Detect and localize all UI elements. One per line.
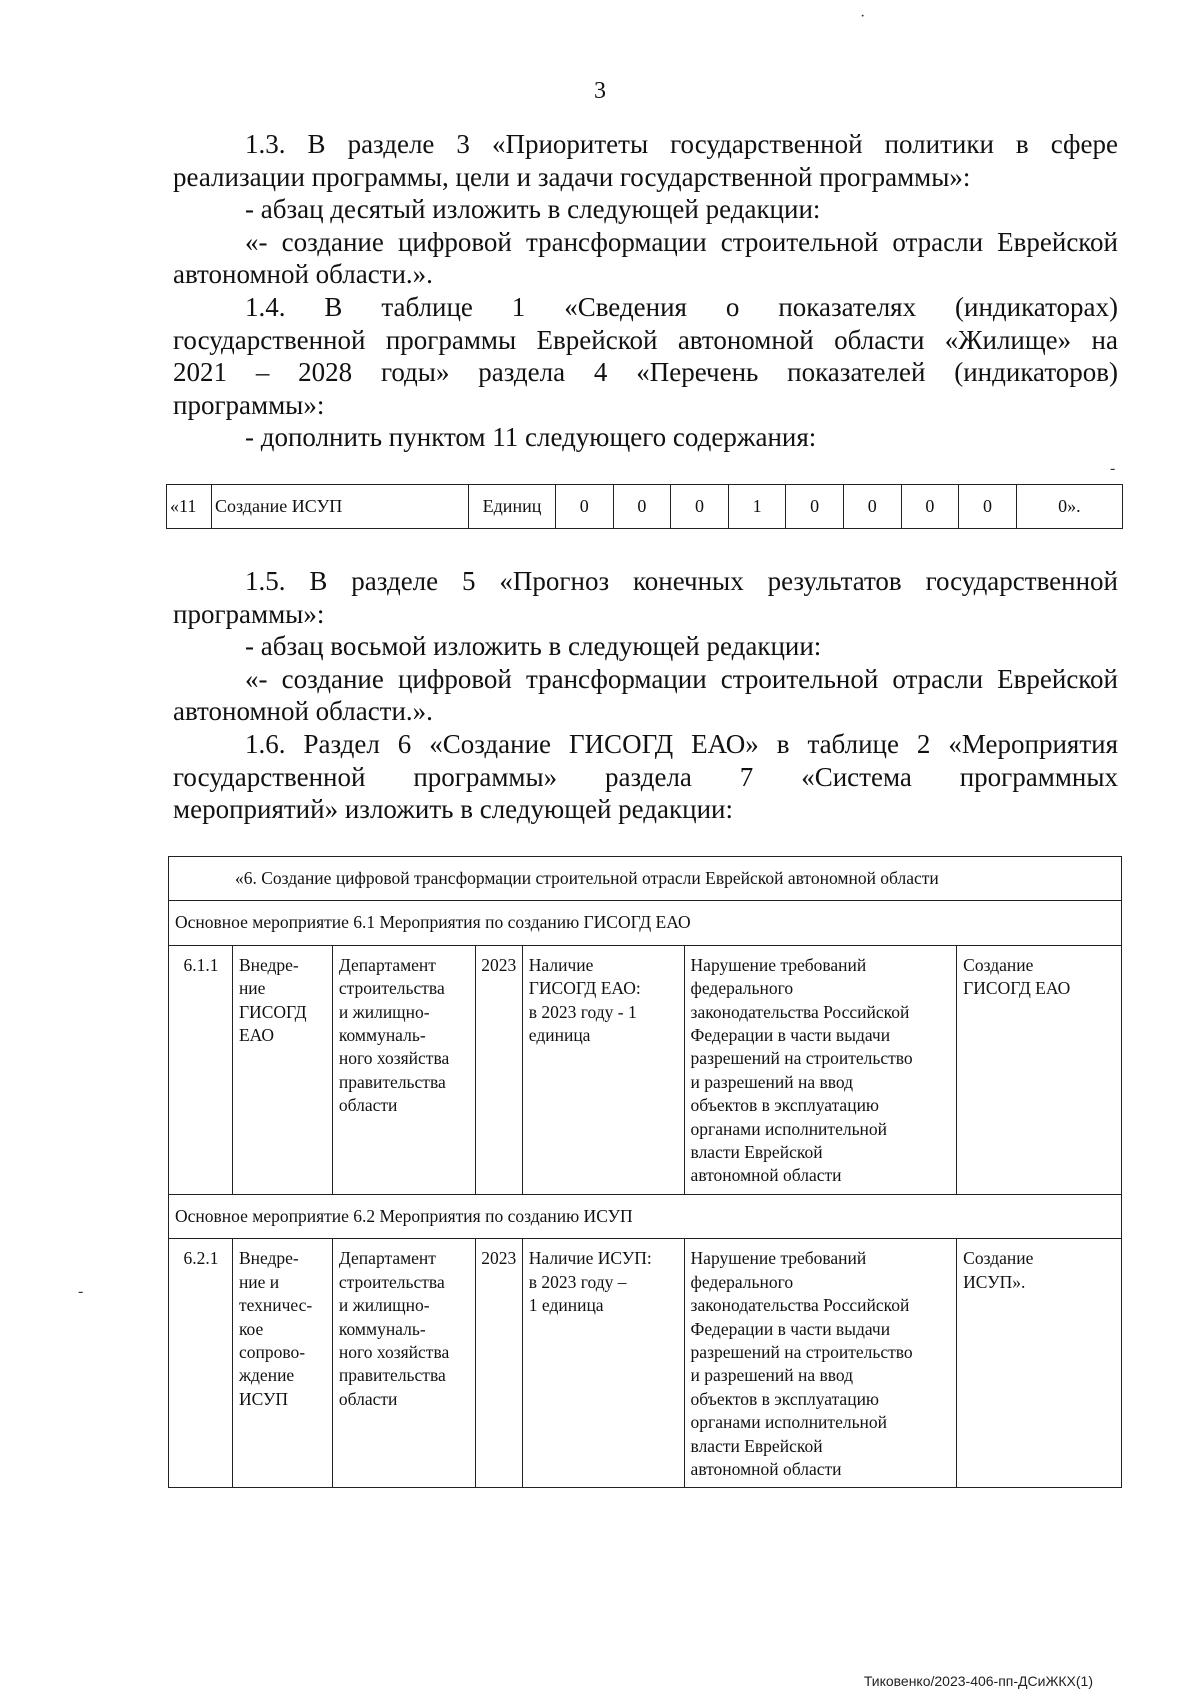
- cell-line: и жилищно-: [338, 1001, 430, 1022]
- indicator-value: 0: [556, 485, 614, 529]
- cell-line: Внедре-: [238, 954, 299, 975]
- cell-line: ного хозяйства: [338, 1048, 450, 1069]
- cell-line: власти Еврейской: [690, 1142, 823, 1163]
- cell-line: ЕАО: [238, 1025, 275, 1046]
- indicator-value: 0: [901, 485, 959, 529]
- cell-line: органами исполнительной: [690, 1118, 888, 1139]
- cell-line: области: [338, 1388, 398, 1409]
- event-executor: [332, 1239, 475, 1488]
- event-result: [957, 1239, 1122, 1488]
- cell-line: кое: [238, 1318, 264, 1339]
- text-line: 1.5. В разделе 5 «Прогноз конечных результатов государственной: [245, 566, 1118, 596]
- text-line: государственной программы Еврейской автономной области «Жилище» на: [173, 324, 1118, 355]
- table-row: [167, 485, 1123, 529]
- group-header: Основное мероприятие 6.2 Мероприятия по созданию ИСУП: [169, 1194, 1122, 1238]
- cell-line: Наличие: [528, 954, 594, 975]
- cell-line: федерального: [690, 978, 794, 999]
- cell-line: области: [338, 1095, 398, 1116]
- cell-line: ного хозяйства: [338, 1341, 450, 1362]
- indicator-number: «11: [167, 485, 212, 529]
- text-line: программы»:: [173, 389, 325, 420]
- cell-line: ние: [238, 978, 266, 999]
- cell-line: власти Еврейской: [690, 1435, 823, 1456]
- cell-line: строительства: [338, 1271, 445, 1292]
- table-row: [169, 1239, 1122, 1488]
- text-line: 1.6. Раздел 6 «Создание ГИСОГД ЕАО» в таблице 2 «Мероприятия: [245, 729, 1118, 759]
- cell-line: автономной области: [690, 1165, 842, 1186]
- event-name: [232, 1239, 332, 1488]
- indicator-unit: Единиц: [469, 485, 556, 529]
- event-executor: [332, 945, 475, 1194]
- cell-line: в 2023 году –: [528, 1271, 627, 1292]
- cell-line: 1 единица: [528, 1295, 604, 1316]
- text-line: автономной области.».: [173, 259, 433, 289]
- cell-line: разрешений на строительство: [690, 1341, 913, 1362]
- cell-line: Нарушение требований: [690, 1248, 867, 1269]
- cell-line: законодательства Российской: [690, 1001, 910, 1022]
- cell-line: Федерации в части выдачи: [690, 1025, 891, 1046]
- text-line: - дополнить пунктом 11 следующего содержания:: [245, 422, 817, 452]
- cell-line: Федерации в части выдачи: [690, 1318, 891, 1339]
- cell-line: Внедре-: [238, 1248, 299, 1269]
- text-line: 2021 – 2028 годы» раздела 4 «Перечень показателей (индикаторов): [173, 357, 1118, 387]
- text-line: государственной программы» раздела 7 «Система программных: [173, 761, 1118, 792]
- indicator-name: Создание ИСУП: [212, 485, 469, 529]
- indicator-value: 0: [959, 485, 1017, 529]
- cell-line: правительства: [338, 1071, 446, 1092]
- scan-mark: ·: [860, 8, 866, 25]
- cell-line: правительства: [338, 1365, 446, 1386]
- indicator-value: 0: [671, 485, 729, 529]
- indicator-value: 0».: [1016, 485, 1122, 529]
- text-line: программы»:: [173, 598, 325, 629]
- text-line: «- создание цифровой трансформации строительной отрасли Еврейской: [245, 663, 1118, 694]
- cell-line: и жилищно-: [338, 1295, 430, 1316]
- cell-line: Нарушение требований: [690, 954, 867, 975]
- cell-line: и разрешений на ввод: [690, 1071, 854, 1092]
- cell-line: федерального: [690, 1271, 794, 1292]
- cell-line: разрешений на строительство: [690, 1048, 913, 1069]
- indicator-value: 1: [728, 485, 786, 529]
- text-line: - абзац десятый изложить в следующей редакции:: [245, 194, 821, 224]
- event-number: 6.2.1: [169, 1239, 233, 1488]
- table-row: [169, 901, 1122, 945]
- event-number: 6.1.1: [169, 945, 233, 1194]
- cell-line: единица: [528, 1025, 591, 1046]
- cell-line: сопрово-: [238, 1341, 306, 1362]
- event-consequence: [684, 945, 957, 1194]
- cell-line: объектов в эксплуатацию: [690, 1388, 880, 1409]
- cell-line: ИСУП: [238, 1388, 289, 1409]
- cell-line: ГИСОГД ЕАО:: [528, 978, 641, 999]
- cell-line: Создание: [963, 1248, 1034, 1269]
- table-row: [169, 945, 1122, 1194]
- events-table: [168, 856, 1122, 1488]
- cell-line: объектов в эксплуатацию: [690, 1095, 880, 1116]
- cell-line: коммуналь-: [338, 1318, 426, 1339]
- paragraph-1-6: [173, 728, 1118, 826]
- cell-line: строительства: [338, 978, 445, 999]
- paragraph-1-4: [173, 291, 1118, 454]
- section-title: «6. Создание цифровой трансформации строительной отрасли Еврейской автономной области: [169, 857, 1122, 901]
- event-year: 2023: [475, 945, 522, 1194]
- text-line: «- создание цифровой трансформации строительной отрасли Еврейской: [245, 226, 1118, 257]
- text-line: 1.3. В разделе 3 «Приоритеты государственной политики в сфере: [245, 129, 1118, 159]
- cell-line: техничес-: [238, 1295, 313, 1316]
- text-line: - абзац восьмой изложить в следующей редакции:: [245, 631, 822, 661]
- text-line: мероприятий» изложить в следующей редакции:: [173, 794, 733, 824]
- table-row: [169, 1194, 1122, 1238]
- scan-mark: -: [1110, 460, 1116, 477]
- event-indicator: [522, 1239, 684, 1488]
- cell-line: Департамент: [338, 954, 436, 975]
- event-indicator: [522, 945, 684, 1194]
- footer-document-code: Тиковенко/2023-406-пп-ДСиЖКХ(1): [863, 1673, 1093, 1689]
- indicator-value: 0: [786, 485, 844, 529]
- cell-line: ние и: [238, 1271, 280, 1292]
- event-name: [232, 945, 332, 1194]
- text-line: автономной области.».: [173, 696, 433, 726]
- scan-mark: -: [78, 1283, 84, 1300]
- cell-line: ИСУП».: [963, 1271, 1026, 1292]
- indicator-table: [166, 484, 1123, 529]
- table-row: [169, 857, 1122, 901]
- text-line: реализации программы, цели и задачи государственной программы»:: [173, 161, 971, 192]
- cell-line: ГИСОГД ЕАО: [963, 978, 1071, 999]
- cell-line: коммуналь-: [338, 1025, 426, 1046]
- cell-line: Создание: [963, 954, 1034, 975]
- cell-line: в 2023 году - 1: [528, 1001, 637, 1022]
- event-year: 2023: [475, 1239, 522, 1488]
- cell-line: Департамент: [338, 1248, 436, 1269]
- cell-line: и разрешений на ввод: [690, 1365, 854, 1386]
- paragraph-1-5: [173, 565, 1118, 728]
- cell-line: органами исполнительной: [690, 1412, 888, 1433]
- event-result: [957, 945, 1122, 1194]
- group-header: Основное мероприятие 6.1 Мероприятия по созданию ГИСОГД ЕАО: [169, 901, 1122, 945]
- page-number: 3: [594, 78, 606, 104]
- cell-line: ГИСОГД: [238, 1001, 307, 1022]
- cell-line: ждение: [238, 1365, 295, 1386]
- paragraph-1-3: [173, 128, 1118, 291]
- cell-line: Наличие ИСУП:: [528, 1248, 652, 1269]
- event-consequence: [684, 1239, 957, 1488]
- indicator-value: 0: [843, 485, 901, 529]
- cell-line: законодательства Российской: [690, 1295, 910, 1316]
- text-line: 1.4. В таблице 1 «Сведения о показателях (индикаторах): [245, 292, 1118, 322]
- cell-line: автономной области: [690, 1458, 842, 1479]
- indicator-value: 0: [613, 485, 671, 529]
